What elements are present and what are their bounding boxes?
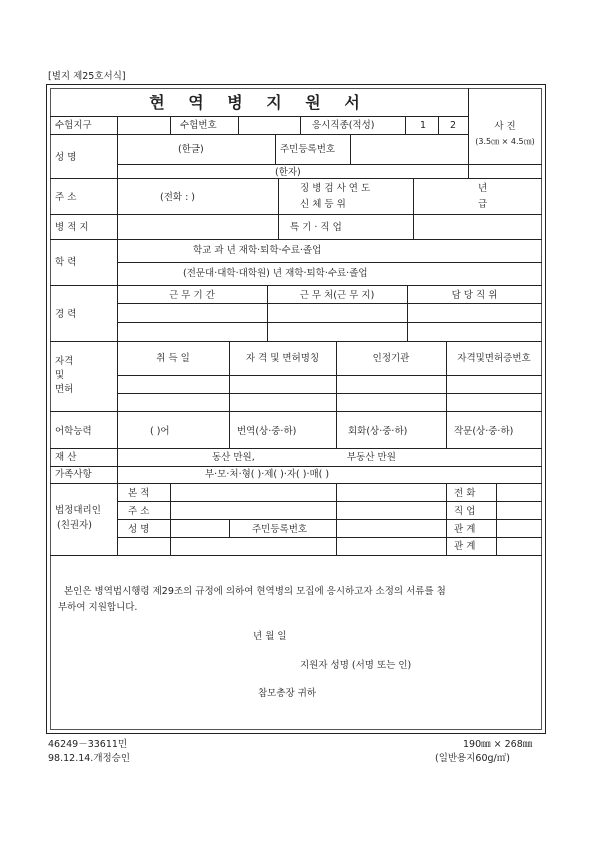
guardian-origin-label: 본 적 [128, 488, 150, 499]
education-line-2: (전문대·대학·대학원) 년 재학·퇴학·수료·졸업 [183, 268, 368, 279]
year-unit: 년 [478, 183, 488, 194]
exam-type-label: 응시직종(적성) [312, 120, 375, 131]
guardian-sublabel: (친권자) [57, 520, 92, 531]
license-label-2: 및 [55, 370, 65, 381]
guardian-relation-label-2: 관 계 [454, 541, 476, 552]
application-date[interactable]: 년 월 일 [253, 631, 287, 642]
property-label: 재 산 [55, 452, 77, 463]
form-title: 현 역 병 지 원 서 [149, 93, 369, 112]
education-label: 학 력 [55, 257, 77, 268]
photo-label: 사 진 [494, 121, 516, 132]
career-period-header: 근 무 기 간 [169, 290, 215, 301]
career-position-header: 담 당 직 위 [451, 290, 498, 301]
applicant-signature-line[interactable]: 지원자 성명 (서명 또는 인) [300, 660, 412, 671]
family-members-field[interactable]: 부·모·처·형( )·제( )·자( )·매( ) [205, 469, 330, 480]
exam-type-option-2[interactable]: 2 [450, 120, 457, 131]
body-grade-label: 신 체 등 위 [300, 199, 346, 210]
license-label-3: 면허 [55, 384, 74, 395]
guardian-rrn-label: 주민등록번호 [252, 524, 308, 535]
address-phone-field[interactable]: (전화 : ) [160, 192, 196, 203]
grade-unit: 급 [478, 199, 488, 210]
guardian-phone-label: 전 화 [454, 488, 476, 499]
form-inner-frame [50, 88, 542, 730]
guardian-relation-label: 관 계 [454, 524, 476, 535]
career-workplace-header: 근 무 처(근 무 지) [299, 290, 375, 301]
career-label: 경 력 [55, 309, 77, 320]
recipient-line: 참모총장 귀하 [258, 688, 317, 699]
skills-job-label: 특 기 · 직 업 [290, 222, 342, 233]
exam-number-label: 수험번호 [180, 120, 217, 131]
writing-level[interactable]: 작문(상·중·하) [454, 426, 514, 437]
paper-spec: (일반용지60g/㎡) [435, 753, 510, 764]
paper-size: 190㎜ × 268㎜ [463, 739, 533, 750]
language-name-field[interactable]: ( )어 [150, 426, 170, 437]
guardian-job-label: 직 업 [454, 506, 476, 517]
license-name-header: 자 격 및 면허명칭 [245, 353, 320, 364]
license-label-1: 자격 [55, 356, 74, 367]
family-label: 가족사항 [55, 469, 92, 480]
military-register-label: 병 적 지 [55, 222, 89, 233]
exam-type-option-1[interactable]: 1 [420, 120, 427, 131]
license-date-header: 취 득 일 [156, 353, 190, 364]
guardian-name-label: 성 명 [128, 524, 150, 535]
application-statement: 본인은 병역법시행령 제29조의 규정에 의하여 현역병의 모집에 응시하고자 소정의 서류를 첨 [64, 586, 446, 597]
name-hangul-field[interactable]: (한글) [178, 144, 204, 155]
name-hanja-field[interactable]: (한자) [275, 167, 301, 178]
license-authority-header: 인정기관 [372, 353, 410, 364]
guardian-label: 법정대리인 [55, 505, 101, 516]
movable-property-field[interactable]: 동산 만원, [212, 452, 255, 463]
approval-date: 98.12.14.개정승인 [48, 753, 131, 764]
immovable-property-field[interactable]: 부동산 만원 [347, 452, 396, 463]
license-number-header: 자격및면허증번호 [457, 353, 531, 364]
guardian-address-label: 주 소 [128, 506, 150, 517]
education-line-1: 학교 과 년 재학·퇴학·수료·졸업 [193, 245, 322, 256]
translation-level[interactable]: 번역(상·중·하) [237, 426, 297, 437]
name-label: 성 명 [55, 152, 77, 163]
photo-size: (3.5㎝ × 4.5㎝) [475, 137, 535, 146]
rrn-label: 주민등록번호 [280, 144, 336, 155]
address-label: 주 소 [55, 192, 77, 203]
form-number-label: [별지 제25호서식] [48, 71, 126, 82]
form-code: 46249－33611민 [48, 739, 128, 750]
application-statement-cont: 부하여 지원합니다. [58, 602, 138, 613]
conversation-level[interactable]: 회화(상·중·하) [348, 426, 408, 437]
region-label: 수험지구 [55, 120, 92, 131]
language-label: 어학능력 [55, 426, 92, 437]
conscription-year-label: 징 병 검 사 연 도 [300, 183, 371, 194]
